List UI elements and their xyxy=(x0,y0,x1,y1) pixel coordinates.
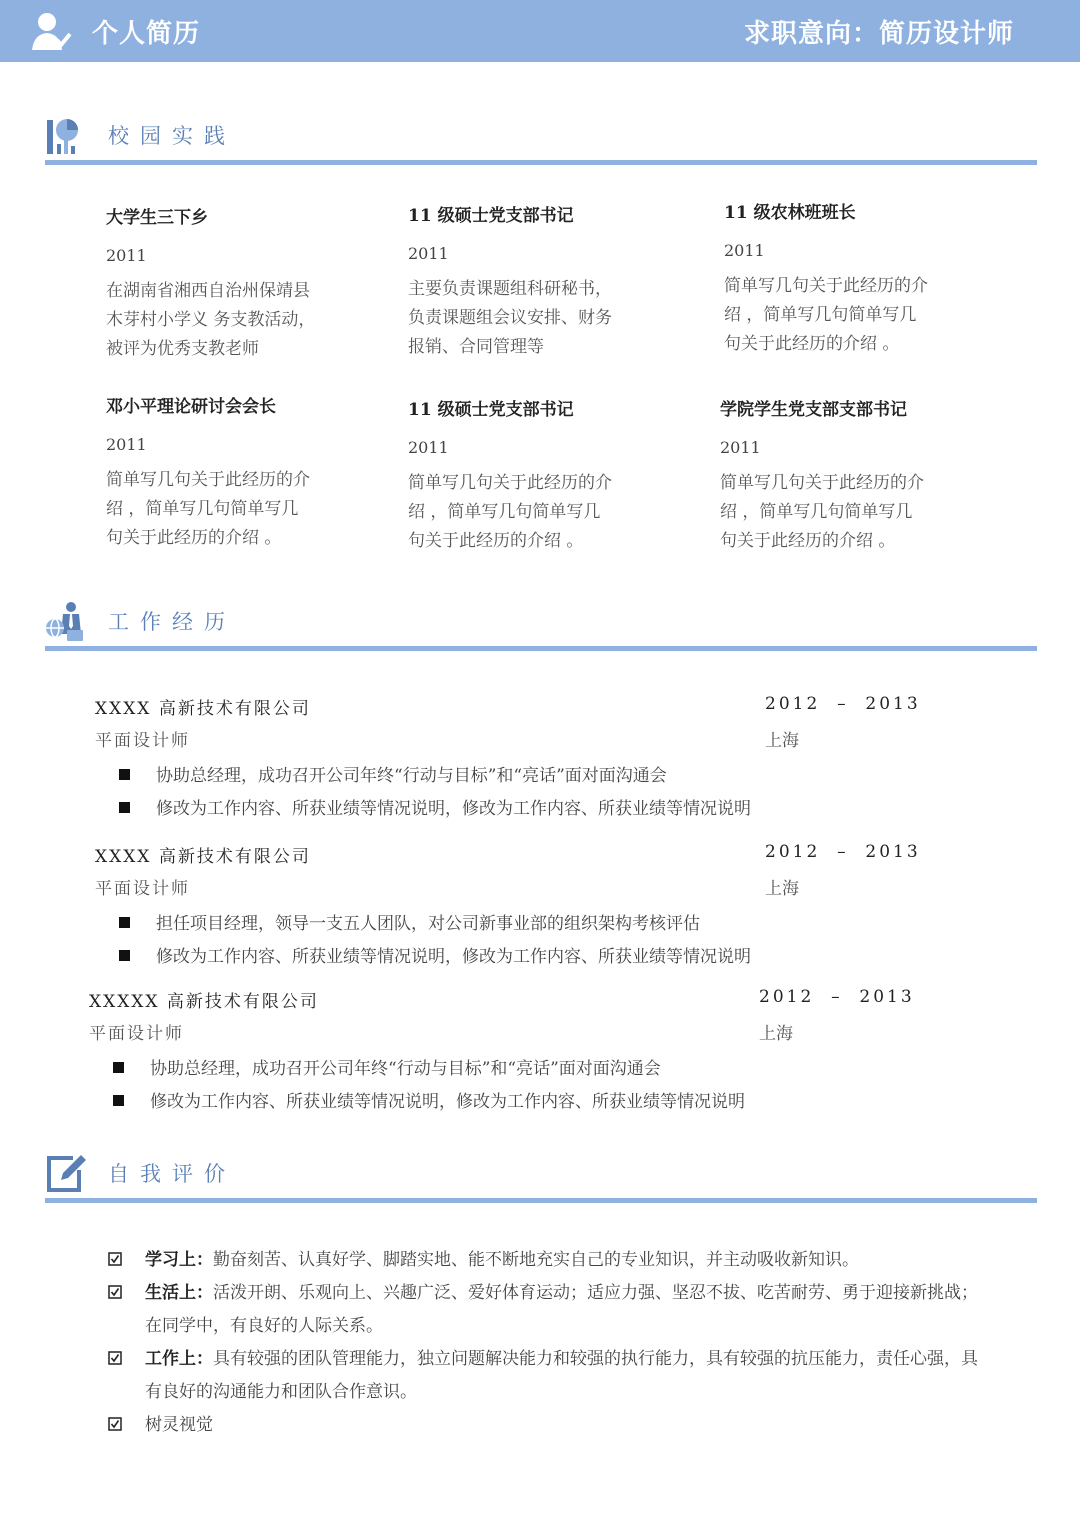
job-period: 2012 – 2013 xyxy=(765,694,921,714)
campus-chart-icon xyxy=(45,114,87,156)
bullet-text: 担任项目经理，领导一支五人团队，对公司新事业部的组织架构考核评估 xyxy=(156,914,700,934)
job-period: 2012 – 2013 xyxy=(759,987,915,1007)
checkbox-icon xyxy=(108,1351,122,1365)
job-city: 上海 xyxy=(759,1024,793,1044)
bullet-text: 修改为工作内容、所获业绩等情况说明，修改为工作内容、所获业绩等情况说明 xyxy=(150,1092,745,1112)
campus-item-title: 邓小平理论研讨会会长 xyxy=(106,397,276,417)
campus-item xyxy=(720,393,970,556)
job-bullets xyxy=(119,762,751,828)
job-period: 2012 – 2013 xyxy=(765,842,921,862)
evaluation-label: 生活上： xyxy=(145,1283,213,1303)
campus-item-desc: 简单写几句关于此经历的介 绍 ，简单写几句简单写几 句关于此经历的介绍 。 xyxy=(720,473,924,551)
evaluation-text: 具有较强的团队管理能力，独立问题解决能力和较强的执行能力，具有较强的抗压能力，责任心强，具有良好的沟通能力和团队合作意识。 xyxy=(145,1349,978,1402)
campus-item-desc: 主要负责课题组科研秘书， 负责课题组会议安排、财务 报销、合同管理等 xyxy=(408,279,612,357)
campus-item-year: 2011 xyxy=(724,241,765,260)
bullet-text: 协助总经理，成功召开公司年终“行动与目标”和“亮话”面对面沟通会 xyxy=(156,766,667,786)
campus-item xyxy=(408,393,658,556)
checkbox-icon xyxy=(108,1285,122,1299)
campus-item-title: 11 级硕士党支部书记 xyxy=(408,400,574,420)
section-title: 自我评价 xyxy=(108,1162,236,1186)
list-item xyxy=(113,1088,745,1121)
job-city: 上海 xyxy=(765,879,799,899)
header-bar xyxy=(0,0,1080,62)
campus-item-title: 11 级农林班班长 xyxy=(724,203,856,223)
square-bullet xyxy=(119,802,130,813)
section-campus-header xyxy=(45,114,1037,184)
list-item xyxy=(108,1277,988,1343)
bullet-text: 修改为工作内容、所获业绩等情况说明，修改为工作内容、所获业绩等情况说明 xyxy=(156,799,751,819)
person-icon xyxy=(30,10,72,52)
square-bullet xyxy=(119,917,130,928)
list-item xyxy=(119,910,751,943)
job-bullets xyxy=(113,1055,745,1121)
square-bullet xyxy=(113,1062,124,1073)
job-position: 平面设计师 xyxy=(89,1024,184,1044)
campus-item xyxy=(724,196,974,359)
campus-item-title: 大学生三下乡 xyxy=(106,208,208,228)
evaluation-text: 树灵视觉 xyxy=(145,1415,213,1435)
job-city: 上海 xyxy=(765,731,799,751)
campus-item-title: 学院学生党支部支部书记 xyxy=(720,400,907,420)
job-position: 平面设计师 xyxy=(95,879,190,899)
bullet-text: 协助总经理，成功召开公司年终“行动与目标”和“亮话”面对面沟通会 xyxy=(150,1059,661,1079)
campus-item xyxy=(408,199,658,362)
job-position: 平面设计师 xyxy=(95,731,190,751)
evaluation-label: 学习上： xyxy=(145,1250,213,1270)
campus-item-year: 2011 xyxy=(720,438,761,457)
campus-item xyxy=(106,390,356,553)
job-objective: 求职意向：简历设计师 xyxy=(743,19,1014,49)
evaluation-label: 工作上： xyxy=(145,1349,213,1369)
section-title: 工作经历 xyxy=(108,610,236,634)
evaluation-text: 活泼开朗、乐观向上、兴趣广泛、爱好体育运动；适应力强、坚忍不拔、吃苦耐劳、勇于迎接新挑战；在同学中，有良好的人际关系。 xyxy=(145,1283,978,1336)
list-item xyxy=(108,1409,988,1442)
campus-item xyxy=(106,201,356,364)
company-name: XXXX 高新技术有限公司 xyxy=(95,699,311,719)
campus-item-desc: 在湖南省湘西自治州保靖县 木芽村小学义 务支教活动， 被评为优秀支教老师 xyxy=(106,281,316,359)
edit-icon xyxy=(45,1152,87,1194)
campus-item-year: 2011 xyxy=(408,438,449,457)
businessman-icon xyxy=(45,600,87,642)
square-bullet xyxy=(119,769,130,780)
list-item xyxy=(119,943,751,976)
list-item xyxy=(108,1244,988,1277)
campus-item-year: 2011 xyxy=(106,435,147,454)
list-item xyxy=(113,1055,745,1088)
evaluation-text: 勤奋刻苦、认真好学、脚踏实地、能不断地充实自己的专业知识，并主动吸收新知识。 xyxy=(213,1250,859,1270)
campus-item-year: 2011 xyxy=(106,246,147,265)
section-divider xyxy=(45,1198,1037,1203)
company-name: XXXX 高新技术有限公司 xyxy=(95,847,311,867)
section-title: 校园实践 xyxy=(108,124,236,148)
section-evaluation-header xyxy=(45,1152,1037,1222)
square-bullet xyxy=(113,1095,124,1106)
campus-item-title: 11 级硕士党支部书记 xyxy=(408,206,574,226)
resume-title: 个人简历 xyxy=(92,19,201,49)
list-item xyxy=(119,795,751,828)
square-bullet xyxy=(119,950,130,961)
campus-item-desc: 简单写几句关于此经历的介 绍 ，简单写几句简单写几 句关于此经历的介绍 。 xyxy=(408,473,612,551)
company-name: XXXXX 高新技术有限公司 xyxy=(89,992,319,1012)
section-divider xyxy=(45,646,1037,651)
section-divider xyxy=(45,160,1037,165)
campus-item-year: 2011 xyxy=(408,244,449,263)
job-bullets xyxy=(119,910,751,976)
list-item xyxy=(119,762,751,795)
campus-item-desc: 简单写几句关于此经历的介 绍 ，简单写几句简单写几 句关于此经历的介绍 。 xyxy=(106,470,310,548)
checkbox-icon xyxy=(108,1417,122,1431)
campus-item-desc: 简单写几句关于此经历的介 绍 ，简单写几句简单写几 句关于此经历的介绍 。 xyxy=(724,276,928,354)
list-item xyxy=(108,1343,988,1409)
checkbox-icon xyxy=(108,1252,122,1266)
section-work-header xyxy=(45,600,1037,670)
bullet-text: 修改为工作内容、所获业绩等情况说明，修改为工作内容、所获业绩等情况说明 xyxy=(156,947,751,967)
evaluation-list xyxy=(108,1244,988,1442)
